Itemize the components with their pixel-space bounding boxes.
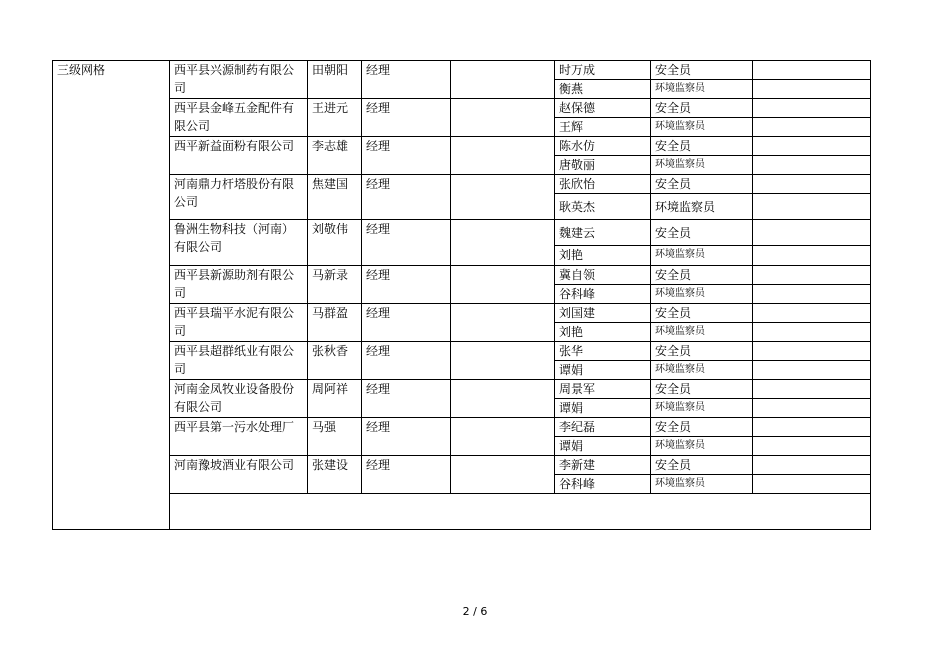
empty-cell — [753, 304, 871, 323]
empty-cell — [753, 246, 871, 266]
staff-role: 安全员 — [651, 342, 753, 361]
manager-title: 经理 — [362, 137, 451, 175]
empty-cell — [753, 118, 871, 137]
page-number: 2 / 6 — [462, 605, 488, 618]
staff-name: 时万成 — [555, 61, 651, 80]
empty-cell — [451, 220, 555, 266]
company-name: 西平县第一污水处理厂 — [170, 418, 308, 456]
staff-name: 谭娟 — [555, 399, 651, 418]
empty-cell — [451, 380, 555, 418]
empty-cell — [753, 361, 871, 380]
table-row — [53, 418, 871, 437]
company-manager: 刘敬伟 — [308, 220, 362, 266]
table-row — [53, 342, 871, 361]
table-row — [53, 137, 871, 156]
staff-role: 安全员 — [651, 61, 753, 80]
empty-cell — [753, 418, 871, 437]
empty-cell — [753, 475, 871, 494]
staff-role: 环境监察员 — [651, 118, 753, 137]
empty-cell — [451, 342, 555, 380]
manager-title: 经理 — [362, 99, 451, 137]
table-row — [53, 494, 871, 530]
table-row — [53, 220, 871, 246]
company-name: 河南金凤牧业设备股份有限公司 — [170, 380, 308, 418]
staff-name: 耿英杰 — [555, 194, 651, 220]
manager-title: 经理 — [362, 175, 451, 220]
staff-role: 环境监察员 — [651, 323, 753, 342]
empty-cell — [451, 175, 555, 220]
empty-cell — [753, 137, 871, 156]
staff-name: 李新建 — [555, 456, 651, 475]
company-name: 河南豫坡酒业有限公司 — [170, 456, 308, 494]
company-manager: 田朝阳 — [308, 61, 362, 99]
empty-cell — [451, 418, 555, 456]
empty-cell — [451, 137, 555, 175]
staff-role: 环境监察员 — [651, 80, 753, 99]
staff-name: 张华 — [555, 342, 651, 361]
staff-name: 王辉 — [555, 118, 651, 137]
manager-title: 经理 — [362, 456, 451, 494]
company-manager: 周阿祥 — [308, 380, 362, 418]
staff-name: 唐敬丽 — [555, 156, 651, 175]
table-row — [53, 61, 871, 80]
empty-cell — [451, 99, 555, 137]
table-row — [53, 175, 871, 194]
table-row — [53, 456, 871, 475]
staff-role: 环境监察员 — [651, 475, 753, 494]
empty-cell — [451, 456, 555, 494]
empty-cell — [753, 399, 871, 418]
empty-cell — [753, 156, 871, 175]
company-name: 西平县瑞平水泥有限公司 — [170, 304, 308, 342]
manager-title: 经理 — [362, 220, 451, 266]
company-manager: 张秋香 — [308, 342, 362, 380]
staff-name: 刘国建 — [555, 304, 651, 323]
grid-table — [52, 60, 871, 530]
staff-role: 安全员 — [651, 175, 753, 194]
staff-name: 赵保德 — [555, 99, 651, 118]
empty-cell — [753, 380, 871, 399]
staff-name: 陈水仿 — [555, 137, 651, 156]
staff-role: 安全员 — [651, 418, 753, 437]
empty-cell — [753, 437, 871, 456]
company-manager: 张建设 — [308, 456, 362, 494]
company-manager: 马新录 — [308, 266, 362, 304]
empty-cell — [753, 285, 871, 304]
staff-role: 环境监察员 — [651, 399, 753, 418]
grid-level-label: 三级网格 — [53, 61, 170, 530]
company-name: 西平县新源助剂有限公司 — [170, 266, 308, 304]
company-name: 西平县金峰五金配件有限公司 — [170, 99, 308, 137]
company-manager: 李志雄 — [308, 137, 362, 175]
staff-name: 衡燕 — [555, 80, 651, 99]
manager-title: 经理 — [362, 266, 451, 304]
empty-cell — [451, 266, 555, 304]
empty-cell — [753, 175, 871, 194]
staff-role: 环境监察员 — [651, 194, 753, 220]
staff-name: 张欣怡 — [555, 175, 651, 194]
staff-name: 谷科峰 — [555, 285, 651, 304]
staff-role: 环境监察员 — [651, 361, 753, 380]
staff-name: 李纪磊 — [555, 418, 651, 437]
empty-cell — [753, 266, 871, 285]
staff-name: 魏建云 — [555, 220, 651, 246]
company-name: 西平县兴源制药有限公司 — [170, 61, 308, 99]
table-row — [53, 380, 871, 399]
manager-title: 经理 — [362, 61, 451, 99]
company-name: 鲁洲生物科技（河南）有限公司 — [170, 220, 308, 266]
company-name: 西平县超群纸业有限公司 — [170, 342, 308, 380]
manager-title: 经理 — [362, 304, 451, 342]
empty-cell — [451, 304, 555, 342]
staff-name: 冀自领 — [555, 266, 651, 285]
staff-name: 刘艳 — [555, 323, 651, 342]
manager-title: 经理 — [362, 342, 451, 380]
empty-cell — [753, 323, 871, 342]
staff-name: 谷科峰 — [555, 475, 651, 494]
company-manager: 王进元 — [308, 99, 362, 137]
empty-cell — [753, 80, 871, 99]
company-manager: 马群盈 — [308, 304, 362, 342]
staff-role: 安全员 — [651, 99, 753, 118]
staff-role: 安全员 — [651, 137, 753, 156]
staff-role: 安全员 — [651, 266, 753, 285]
staff-name: 谭娟 — [555, 437, 651, 456]
company-manager: 马强 — [308, 418, 362, 456]
table-row — [53, 266, 871, 285]
empty-cell — [753, 220, 871, 246]
manager-title: 经理 — [362, 418, 451, 456]
staff-role: 安全员 — [651, 220, 753, 246]
table-row — [53, 99, 871, 118]
staff-name: 刘艳 — [555, 246, 651, 266]
staff-name: 谭娟 — [555, 361, 651, 380]
table-row — [53, 304, 871, 323]
empty-cell — [451, 61, 555, 99]
staff-role: 环境监察员 — [651, 437, 753, 456]
empty-cell — [753, 456, 871, 475]
empty-cell — [170, 494, 871, 530]
empty-cell — [753, 342, 871, 361]
company-name: 西平新益面粉有限公司 — [170, 137, 308, 175]
staff-role: 环境监察员 — [651, 156, 753, 175]
company-manager: 焦建国 — [308, 175, 362, 220]
empty-cell — [753, 99, 871, 118]
empty-cell — [753, 61, 871, 80]
staff-role: 安全员 — [651, 456, 753, 475]
staff-role: 环境监察员 — [651, 285, 753, 304]
staff-role: 环境监察员 — [651, 246, 753, 266]
staff-role: 安全员 — [651, 380, 753, 399]
manager-title: 经理 — [362, 380, 451, 418]
staff-role: 安全员 — [651, 304, 753, 323]
company-name: 河南鼎力杆塔股份有限公司 — [170, 175, 308, 220]
empty-cell — [753, 194, 871, 220]
staff-name: 周景军 — [555, 380, 651, 399]
